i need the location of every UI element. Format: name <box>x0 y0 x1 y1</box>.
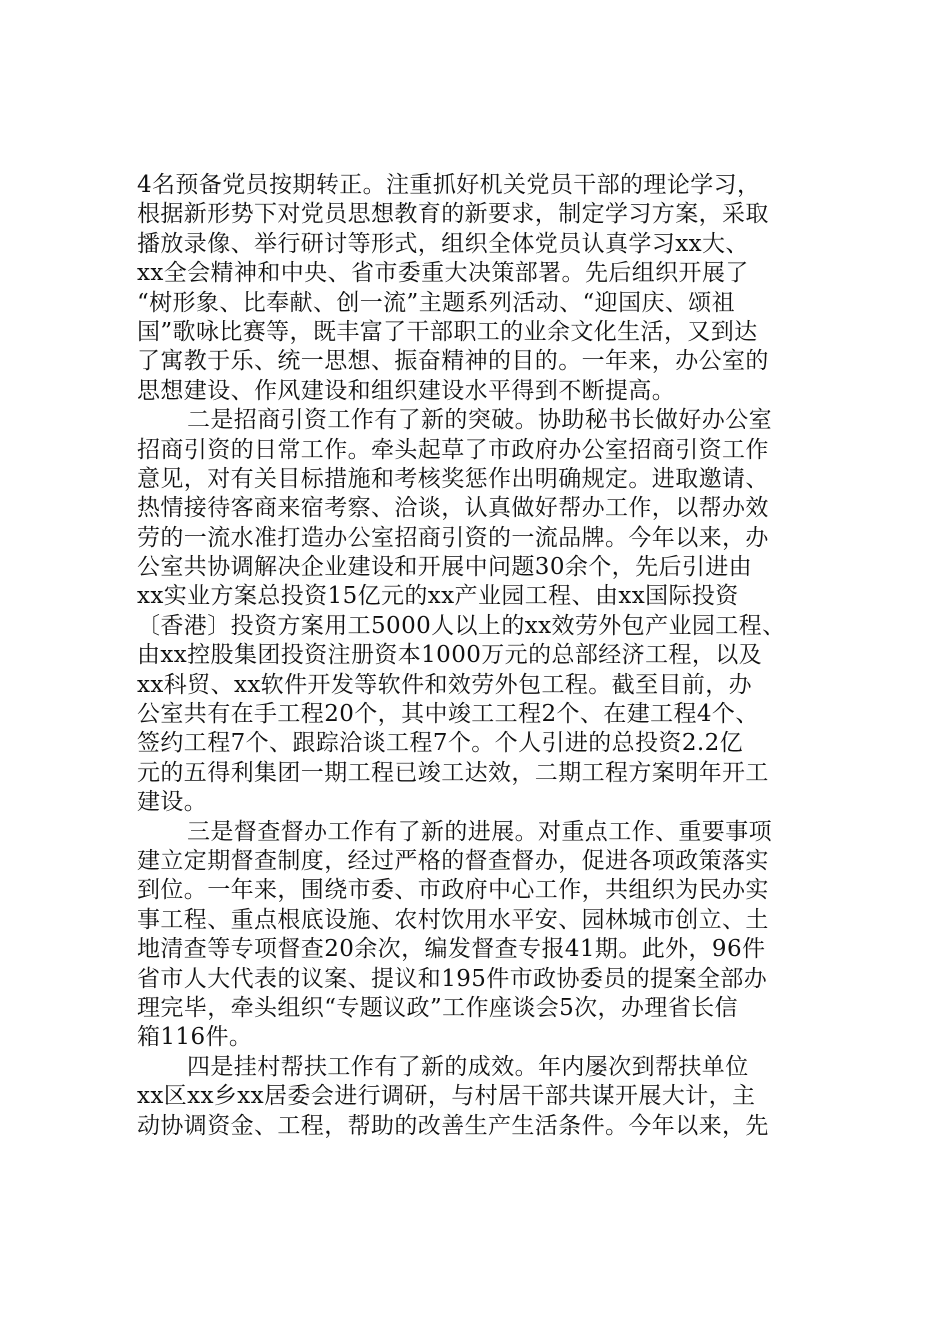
text-line: 事工程、重点根底设施、农村饮用水平安、园林城市创立、土 <box>137 906 769 933</box>
paragraph-first-line: 四是挂村帮扶工作有了新的成效。年内屡次到帮扶单位 <box>187 1053 749 1080</box>
text-line: 建设。 <box>137 789 208 816</box>
text-line: 了寓教于乐、统一思想、振奋精神的目的。一年来，办公室的 <box>137 348 769 375</box>
text-line: 由xx控股集团投资注册资本1000万元的总部经济工程，以及 <box>137 642 763 669</box>
text-line: 招商引资的日常工作。牵头起草了市政府办公室招商引资工作 <box>137 436 769 463</box>
text-line: 箱116件。 <box>137 1024 253 1051</box>
text-line: 到位。一年来，围绕市委、市政府中心工作，共组织为民办实 <box>137 877 769 904</box>
text-line: 国”歌咏比赛等，既丰富了干部职工的业余文化生活，又到达 <box>137 318 758 345</box>
text-line: 〔香港〕投资方案用工5000人以上的xx效劳外包产业园工程、 <box>137 612 786 639</box>
text-line: 4名预备党员按期转正。注重抓好机关党员干部的理论学习， <box>137 172 761 198</box>
text-line: 意见，对有关目标措施和考核奖惩作出明确规定。进取邀请、 <box>137 465 769 492</box>
paragraph-first-line: 二是招商引资工作有了新的突破。协助秘书长做好办公室 <box>187 407 772 434</box>
document-body <box>137 171 827 1141</box>
text-line: 热情接待客商来宿考察、洽谈，认真做好帮办工作，以帮办效 <box>137 495 769 522</box>
text-line: 根据新形势下对党员思想教育的新要求，制定学习方案，采取 <box>137 201 769 228</box>
text-line: 签约工程7个、跟踪洽谈工程7个。个人引进的总投资2.2亿 <box>137 730 744 757</box>
text-line: 播放录像、举行研讨等形式，组织全体党员认真学习xx大、 <box>137 230 749 257</box>
text-line: xx实业方案总投资15亿元的xx产业园工程、由xx国际投资 <box>137 583 739 610</box>
text-line: 动协调资金、工程，帮助的改善生产生活条件。今年以来，先 <box>137 1112 769 1139</box>
text-line: 元的五得利集团一期工程已竣工达效，二期工程方案明年开工 <box>137 759 769 786</box>
text-line: xx区xx乡xx居委会进行调研，与村居干部共谋开展大计，主 <box>137 1083 756 1110</box>
text-line: 地清查等专项督查20余次，编发督查专报41期。此外，96件 <box>137 936 766 963</box>
text-line: 建立定期督查制度，经过严格的督查督办，促进各项政策落实 <box>137 847 769 874</box>
text-line: 理完毕，牵头组织“专题议政”工作座谈会5次，办理省长信 <box>137 994 738 1021</box>
text-line: 公室共协调解决企业建设和开展中问题30余个，先后引进由 <box>137 554 753 581</box>
text-line: “树形象、比奉献、创一流”主题系列活动、“迎国庆、颂祖 <box>137 289 736 316</box>
text-line: xx全会精神和中央、省市委重大决策部署。先后组织开展了 <box>137 260 749 287</box>
text-line: 公室共有在手工程20个，其中竣工工程2个、在建工程4个、 <box>137 701 759 728</box>
text-line: 省市人大代表的议案、提议和195件市政协委员的提案全部办 <box>137 965 768 992</box>
text-line: 思想建设、作风建设和组织建设水平得到不断提高。 <box>137 377 676 404</box>
text-line: 劳的一流水准打造办公室招商引资的一流品牌。今年以来，办 <box>137 524 769 551</box>
text-line: xx科贸、xx软件开发等软件和效劳外包工程。截至目前，办 <box>137 671 753 698</box>
paragraph-first-line: 三是督查督办工作有了新的进展。对重点工作、重要事项 <box>187 818 772 845</box>
